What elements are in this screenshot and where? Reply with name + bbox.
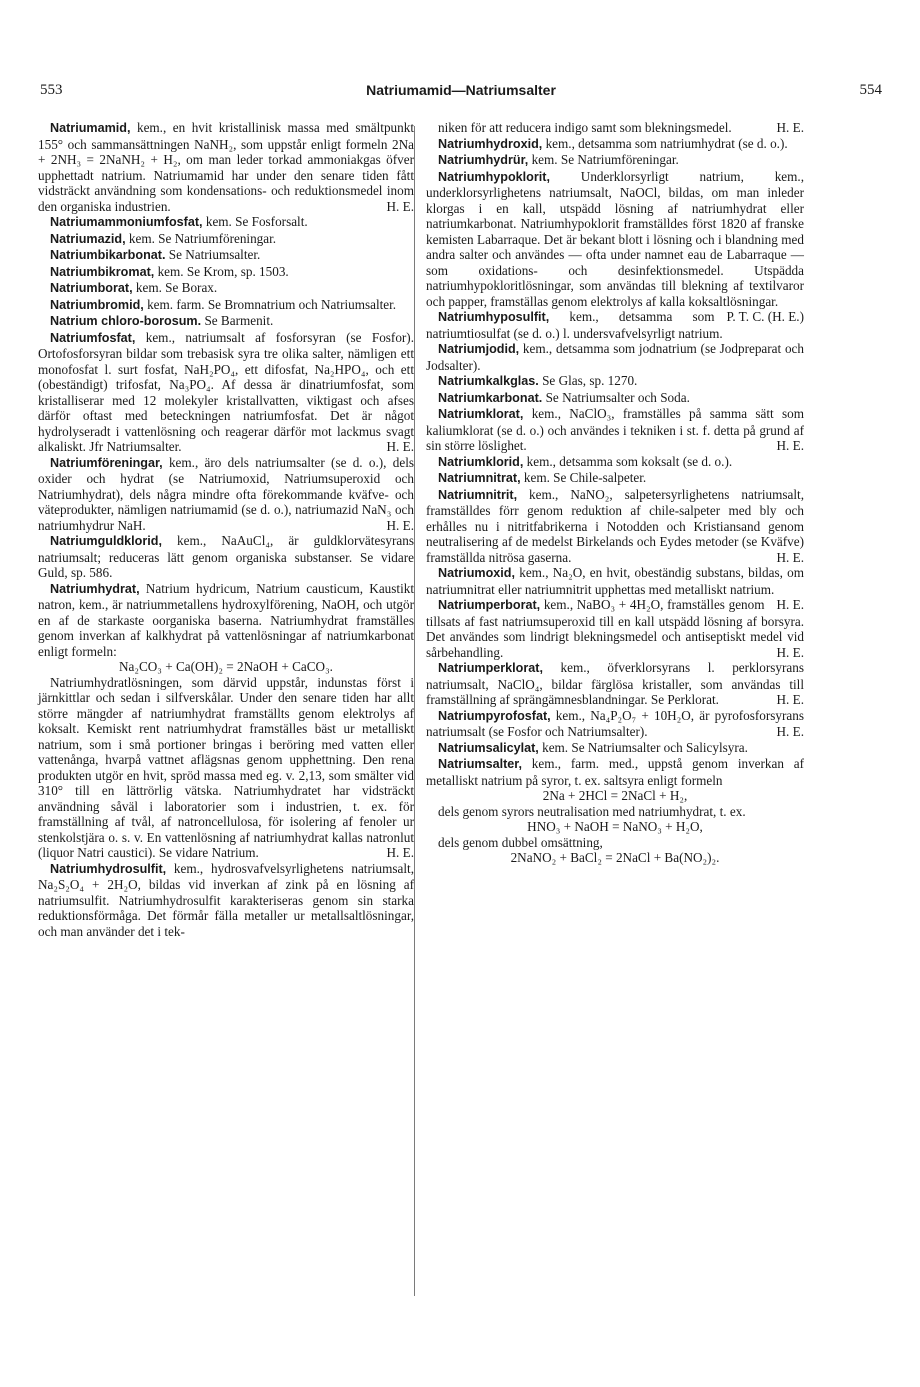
entry-text: niken för att reducera indigo samt som blekningsmedel. [438,120,732,135]
dictionary-entry [38,675,414,861]
entry-text: Se Natriumsalter. [165,247,261,262]
entry-headword: Natriumbikarbonat. [50,248,166,262]
entry-headword: Natriumsalicylat, [438,740,539,755]
dictionary-entry [426,390,804,407]
dictionary-entry [426,708,804,740]
entry-headword: Natriumborat, [50,281,133,295]
dictionary-entry [426,660,804,708]
dictionary-entry [426,487,804,566]
entry-headword: Natriumbromid, [50,297,144,312]
entry-headword: Natriumjodid, [438,342,520,356]
dictionary-entry [38,231,414,248]
dictionary-entry [426,740,804,757]
entry-text: kem. Se Natriumsalter och Salicylsyra. [538,739,748,755]
dictionary-entry [38,214,414,231]
dictionary-entry [426,597,804,660]
entry-text: kem., hydrosvafvelsyrlighetens natriumsalt, Na₂S₂O₄ + 2H₂O, bildas vid inverkan af zink på en lösning af natriumsulfit. Natriumhydrosulfit karakteriseras genom sin starka reduktionsförmåga. Det förmår fälla metaller ur metallsaltlösningar, och man använder det i tek- [38,860,414,939]
entry-text: kem. Se Fosforsalt. [202,214,308,229]
dictionary-entry [38,297,414,314]
formula: HNO₃ + NaOH = NaNO₃ + H₂O, [527,819,703,834]
dictionary-entry [426,756,804,788]
entry-headword: Natriumammoniumfosfat, [50,215,203,229]
entry-headword: Natriumbikromat, [50,264,155,279]
entry-text: kem., farm. med., uppstå genom inverkan af metalliskt natrium på syror, t. ex. saltsyra enligt formeln [426,756,804,788]
entry-headword: Natriumperborat, [438,598,541,612]
entry-text: kem., natriumsalt af fosforsyran (se Fosfor). Ortofosforsyran bildar som trebasisk syra tre olika salter, nämligen ett monofosfat l. surt fosfat, NaH₂PO₄, ett difosfat, Na₂HPO₄, och ett (obeständigt) trifosfat, Na₃PO₄. Af dessa är dinatriumfosfat, som kristalliserar med 12 molekyler kristallvatten, viktigast och afses därför oftast med beteckningen natriumfosfat. Det är något hydrolyseradt i vattenlösning och reagerar därför mot lackmus svagt alkaliskt. Jfr Natriumsalter. [38,329,414,454]
left-column [38,120,414,939]
page-header [40,82,882,108]
entry-text: dels genom syrors neutralisation med natriumhydrat, t. ex. [438,803,746,819]
entry-text: kem., NaClO₃, framställes på samma sätt som kaliumklorat (se d. o.) och användes i tekniken i st. f. detta på grund af sin större löslighet. [426,406,804,453]
entry-headword: Natriumfosfat, [50,330,136,345]
dictionary-entry [38,313,414,330]
entry-headword: Natriumpyrofosfat, [438,708,551,723]
entry-headword: Natriumklorid, [438,454,524,469]
entry-text: Natrium hydricum, Natrium causticum, Kaustikt natron, kem., är natriummetallens hydroxylförening, NaOH, och utgör en af de starkaste oorganiska baserna. Natriumhydrat framställes genom inverkan af kalkhydrat på vattenlösningar af natriumkarbonat enligt formeln: [38,580,414,659]
dictionary-entry [426,804,804,820]
entry-headword: Natriumnitrat, [438,471,521,485]
entry-text: kem., detsamma som koksalt (se d. o.). [523,453,733,469]
entry-signature: P. T. C. (H. E.) [726,309,804,324]
entry-headword: Natriumhypoklorit, [438,169,550,184]
entry-text: kem., detsamma som jodnatrium (se Jodpreparat och Jodsalter). [426,341,804,373]
formula: 2NaNO₂ + BaCl₂ = 2NaCl + Ba(NO₂)₂. [510,850,720,865]
entry-text: kem., äro dels natriumsalter (se d. o.), dels oxider och hydrat (se Natriumoxid, Natriumsuperoxid och Natriumhydrat), dels några mindre ofta förekommande kväfve- och väteprodukter, nämligen natriumamid (se d. o.), natriumazid NaN₃ och natriumhydrur NaH. [38,454,414,533]
entry-text: kem. Se Natriumföreningar. [125,230,277,246]
dictionary-entry [38,247,414,264]
dictionary-entry [426,470,804,487]
entry-headword: Natriumkarbonat. [438,390,543,405]
formula: Na₂CO₃ + Ca(OH)₂ = 2NaOH + CaCO₃. [119,659,333,674]
right-column [426,120,804,866]
page-number-right: 554 [859,82,882,98]
dictionary-entry [38,120,414,214]
entry-signature: H. E. [776,120,804,135]
dictionary-entry [38,280,414,297]
dictionary-entry [426,120,804,136]
entry-signature: H. E. [386,517,414,533]
page-number-left: 553 [40,82,63,98]
entry-signature: H. E. [386,845,414,860]
entry-signature: H. E. [386,198,414,214]
entry-signature: H. E. [776,549,804,565]
column-divider [414,126,415,1296]
entry-signature: H. E. [386,439,414,454]
entry-headword: Natriumhyposulfit, [438,310,550,324]
entry-signature: H. E. [776,724,804,739]
dictionary-entry [426,406,804,454]
entry-signature: H. E. [776,438,804,453]
entry-headword: Natriumhydrosulfit, [50,861,167,876]
dictionary-entry [38,861,414,940]
entry-text: kem. Se Krom, sp. 1503. [154,263,289,279]
entry-text: kem., NaAuCl₄, är guldklorvätesyrans natriumsalt; reduceras lätt genom organiska substanser. Se vidare Guld, sp. 586. [38,533,414,580]
dictionary-entry [38,264,414,281]
dictionary-entry [38,330,414,455]
entry-text: kem. Se Natriumföreningar. [528,152,679,167]
entry-signature: H. E. [776,692,804,707]
entry-text: kem., detsamma som natriumhydrat (se d. o.). [542,135,788,151]
entry-headword: Natrium chloro-borosum. [50,314,202,328]
entry-headword: Natriumsalter, [438,757,522,771]
entry-text: kem., NaBO₃ + 4H₂O, framställes genom tillsats af fast natriumsuperoxid till en kall utspädd lösning af borsyra. Det användes som lindrigt blekningsmedel och antiseptiskt medel vid sårbehandling. [426,597,804,660]
entry-headword: Natriumhydroxid, [438,136,543,151]
entry-headword: Natriumnitrit, [438,487,518,502]
entry-headword: Natriumperklorat, [438,661,543,675]
entry-text: kem. Se Chile-salpeter. [520,470,647,485]
dictionary-entry [426,373,804,390]
entry-text: kem., en hvit kristallinisk massa med smältpunkt 155° och sammansättningen NaNH₂, som uppstår enligt formeln 2Na + 2NH₃ = 2NaNH₂ + H₂, om man leder torkad ammoniakgas öfver upphettadt natrium. Natriumamid har under den senare tiden fått vidsträckt användning som kondensations- och reduktionsmedel inom den organiska industrien. [38,120,414,214]
entry-text: dels genom dubbel omsättning, [438,834,603,850]
entry-headword: Natriumhydrür, [438,153,529,167]
entry-headword: Natriumamid, [50,121,131,135]
formula: 2Na + 2HCl = 2NaCl + H₂, [542,788,688,803]
entry-text: kem., Na₂O, en hvit, obeständig substans, bildas, om natriumnitrat eller natriumnitrit upphettas med metalliskt natrium. [426,565,804,597]
dictionary-entry [426,454,804,471]
entry-text: Se Barmenit. [201,313,274,328]
dictionary-entry [38,455,414,534]
entry-text: kem., detsamma som natriumtiosulfat (se d. o.) l. undersvafvelsyrligt natrium. [426,309,723,341]
entry-signature: H. E. [776,644,804,660]
entry-headword: Natriumkalkglas. [438,374,539,388]
dictionary-entry [426,341,804,373]
dictionary-entry [426,835,804,851]
entry-headword: Natriumföreningar, [50,455,163,470]
dictionary-entry [38,581,414,660]
entry-text: Se Natriumsalter och Soda. [542,389,690,405]
entry-headword: Natriumguldklorid, [50,534,162,548]
entry-headword: Natriumhydrat, [50,581,140,596]
entry-text: Underklorsyrligt natrium, kem., underklorsyrlighetens natriumsalt, NaOCl, bildas, om man inleder klorgas i en kall, utspädd lösning af natriumhydrat eller natriumkarbonat. Natriumhypoklorit framställdes först 1820 af franske kemisten Labarraque. Det är bekant blott i lösning och i blandning med andra salter och användes — ofta under namnet eau de Labarraque — som oxidations- och desinfektionsmedel. Utspädda natriumhypokloritlösningar, som användas till blekning af textilvaror och papper, framställas genom elektrolys af kalla koksaltlösningar. [426,168,804,309]
entry-headword: Natriumazid, [50,231,126,246]
dictionary-entry [426,152,804,169]
dictionary-entry [38,533,414,581]
dictionary-entry [426,136,804,153]
entry-text: kem. farm. Se Bromnatrium och Natriumsalter. [143,296,397,312]
entry-signature: H. E. [776,597,804,612]
entry-text: kem., Na₄P₂O₇ + 10H₂O, är pyrofosforsyrans natriumsalt (se Fosfor och Natriumsalter). [426,707,804,739]
entry-text: kem., öfverklorsyrans l. perklorsyrans natriumsalt, NaClO₄, bildar färglösa kristaller, som användas till framställning af sprängämnesblandningar. Se Perklorat. [426,660,804,707]
entry-headword: Natriumoxid, [438,566,515,580]
running-title: Natriumamid—Natriumsalter [366,82,556,98]
entry-text: kem., NaNO₂, salpetersyrlighetens natriumsalt, framställdes förr genom reduktion af chile-salpeter med bly och erhålles nu i nitritfabrikerna i Notodden och Kristiansand genom neutralisering af de medelst Birkelands och Eydes metoder (se Kväfve) framställda nitrösa gaserna. [426,486,804,565]
entry-headword: Natriumklorat, [438,407,524,421]
entry-text: Natriumhydratlösningen, som därvid uppstår, indunstas först i järnkittlar och sedan i silfverskålar. Under den senare tiden har allt större mängder af natriumhydrat framställts genom elektrolys af koksalt. Kemiskt rent natriumhydrat framställes bäst ur metalliskt natrium, som i små portioner bringas i beröring med vatten eller vattenånga, hvarpå vattnet aflägsnas genom upphettning. Den rena produkten utgör en hvit, spröd massa med eg. v. 2,13, som smälter vid 310° till en lättrörlig vätska. Natriumhydratet har vidsträckt användning såväl i laboratorier som i industrien, t. ex. för framställning af tvål, af natroncellulosa, för isolering af fenoler ur stenkolstjära o. s. v. En vattenlösning af natriumhydrat kallas natronlut (liquor Natri caustici). Se vidare Natrium. [38,674,414,860]
entry-text: Se Glas, sp. 1270. [538,373,638,388]
entry-text: kem. Se Borax. [132,280,218,295]
